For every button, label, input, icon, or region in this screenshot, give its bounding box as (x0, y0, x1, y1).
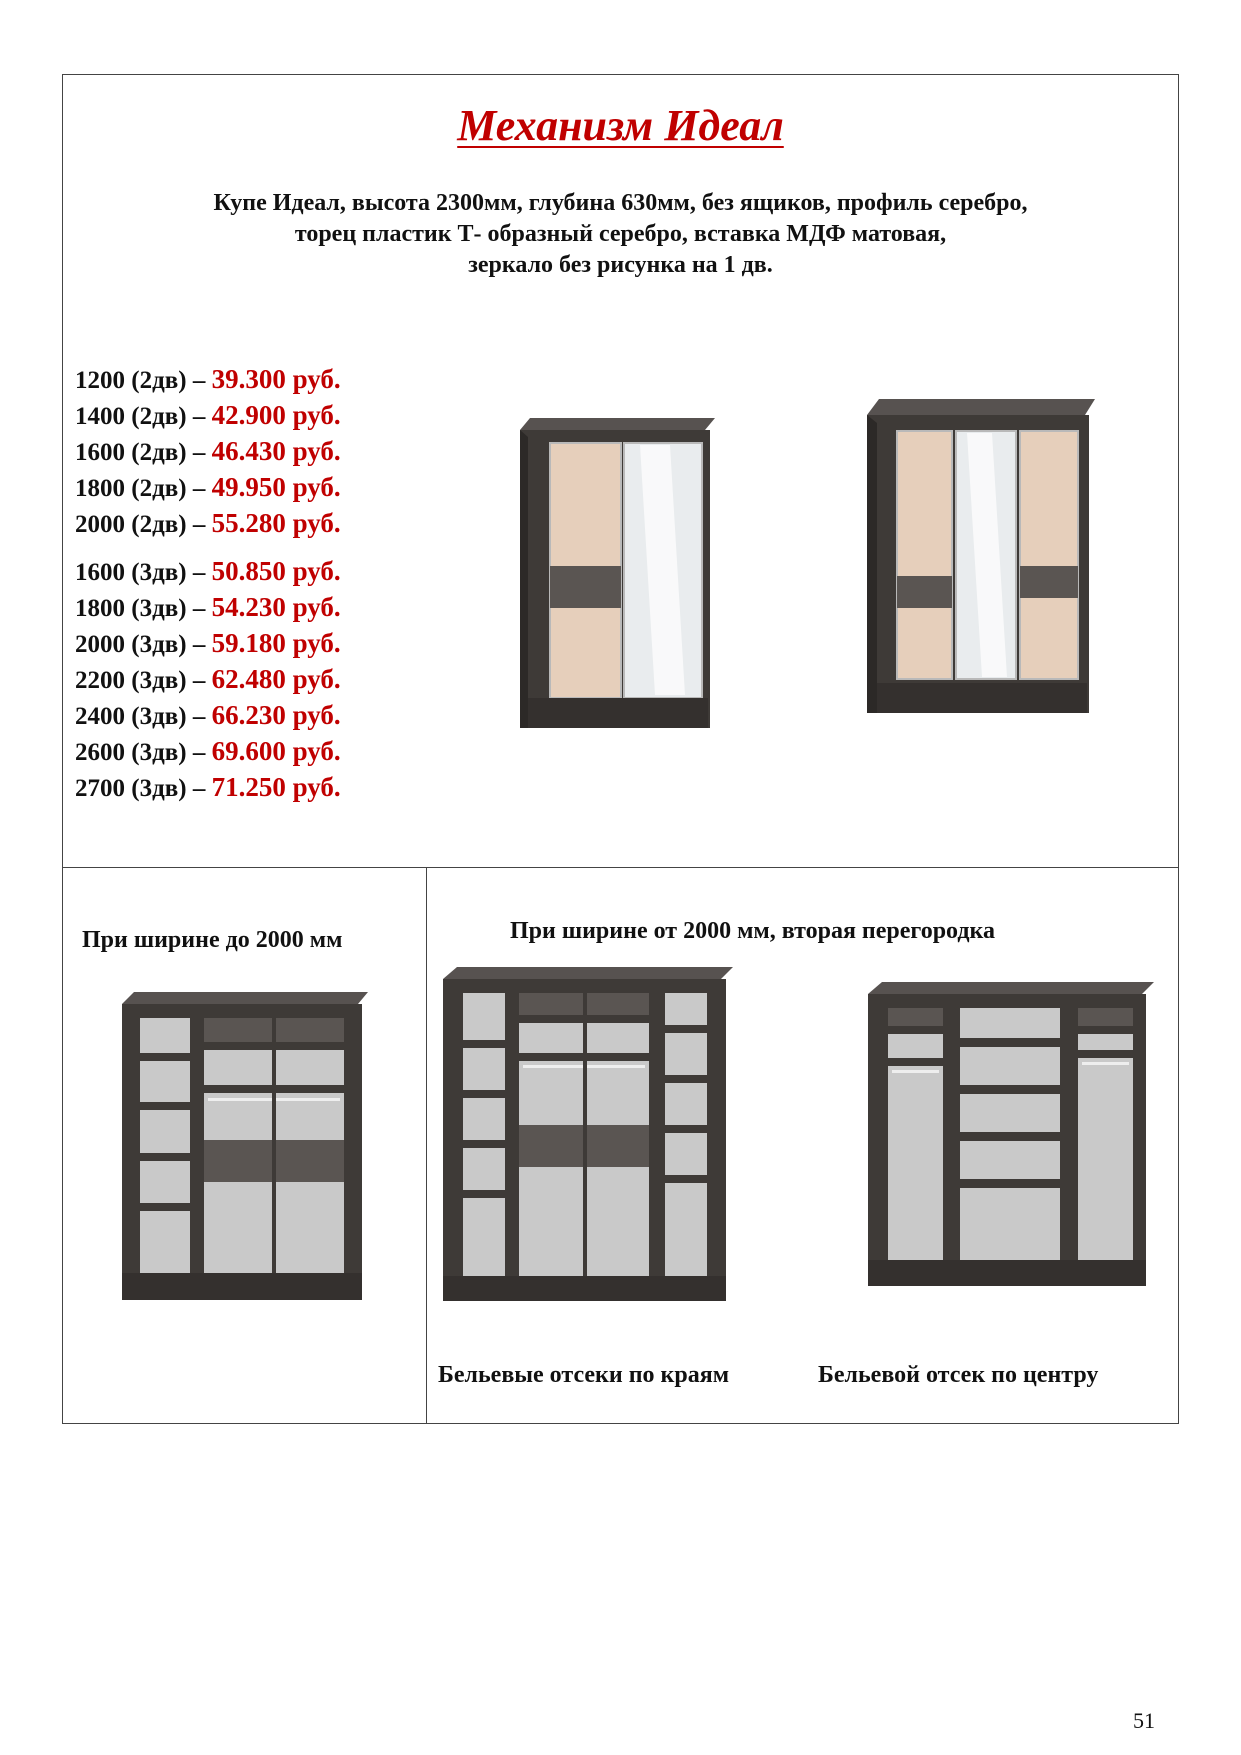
price-row: 2000 (3дв) – 59.180 руб. (75, 628, 341, 658)
caption-linen-edges: Бельевые отсеки по краям (438, 1362, 730, 1388)
product-description (62, 188, 1179, 281)
price-row: 1600 (3дв) – 50.850 руб. (75, 556, 341, 586)
price-row: 2200 (3дв) – 62.480 руб. (75, 664, 341, 694)
wardrobe-2-door-image (520, 415, 720, 730)
price-list (75, 361, 341, 805)
description-line-3: зеркало без рисунка на 1 дв. (468, 252, 773, 278)
wardrobe-3-door-image (867, 395, 1099, 715)
description-line-2: торец пластик Т- образный серебро, вставка МДФ матовая, (294, 221, 947, 247)
price-row: 1400 (2дв) – 42.900 руб. (75, 400, 341, 430)
price-row: 1200 (2дв) – 39.300 руб. (75, 364, 341, 394)
caption-width-up-to-2000: При ширине до 2000 мм (82, 927, 343, 953)
price-group-gap (75, 541, 341, 553)
wardrobe-interior-edges-image (443, 965, 738, 1305)
price-row: 2400 (3дв) – 66.230 руб. (75, 700, 341, 730)
price-row: 2600 (3дв) – 69.600 руб. (75, 736, 341, 766)
page-number: 51 (1133, 1708, 1155, 1733)
page-title: Механизм Идеал (457, 101, 784, 150)
caption-width-from-2000: При ширине от 2000 мм, вторая перегородка (510, 918, 995, 944)
description-line-1: Купе Идеал, высота 2300мм, глубина 630мм, без ящиков, профиль серебро, (213, 190, 1028, 216)
caption-linen-center: Бельевой отсек по центру (818, 1362, 1099, 1388)
price-row: 2000 (2дв) – 55.280 руб. (75, 508, 341, 538)
wardrobe-interior-up-to-2000-image (122, 990, 372, 1302)
price-row: 1800 (2дв) – 49.950 руб. (75, 472, 341, 502)
price-row: 1600 (2дв) – 46.430 руб. (75, 436, 341, 466)
wardrobe-interior-center-image (868, 980, 1158, 1290)
price-row: 2700 (3дв) – 71.250 руб. (75, 772, 341, 802)
price-row: 1800 (3дв) – 54.230 руб. (75, 592, 341, 622)
